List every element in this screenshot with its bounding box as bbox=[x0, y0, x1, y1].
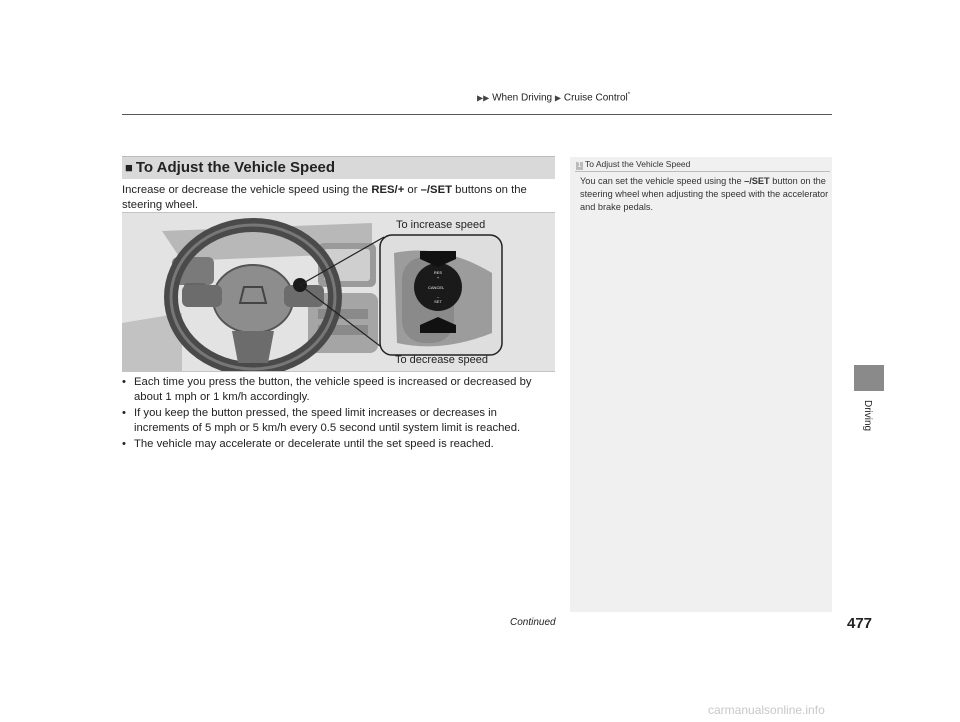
breadcrumb bbox=[477, 92, 630, 103]
set-button-symbol: – bbox=[436, 294, 440, 299]
note-panel bbox=[570, 157, 832, 612]
intro-text: Increase or decrease the vehicle speed using the bbox=[122, 184, 372, 196]
watermark: carmanualsonline.info bbox=[708, 703, 825, 717]
bullet-icon: • bbox=[122, 438, 126, 450]
breadcrumb-item-cruise-control[interactable]: Cruise Control bbox=[563, 92, 628, 104]
section-square-icon: ■ bbox=[125, 160, 133, 175]
breadcrumb-arrow-icon: ▶ bbox=[554, 93, 562, 103]
footnote-marker: * bbox=[627, 92, 631, 98]
steering-wheel-illustration bbox=[122, 213, 555, 371]
breadcrumb-item-when-driving[interactable]: When Driving bbox=[492, 92, 553, 104]
list-item bbox=[122, 375, 554, 405]
note-text-part: button on the steering wheel when adjusting the speed with the accelerator and brake pedals. bbox=[580, 176, 829, 212]
set-button-label: SET bbox=[434, 299, 442, 304]
res-button-name: RES/+ bbox=[371, 184, 405, 196]
header-divider bbox=[122, 114, 832, 115]
list-item-text: Each time you press the button, the vehicle speed is increased or decreased by about 1 mph or 1 km/h accordingly. bbox=[134, 376, 532, 403]
chapter-tab-label: Driving bbox=[862, 400, 873, 432]
list-item-text: If you keep the button pressed, the speed limit increases or decreases in increments of 5 mph or 5 km/h every 0.5 second until system limit is reached. bbox=[134, 407, 521, 434]
bullet-list bbox=[122, 375, 554, 453]
section-title-text: To Adjust the Vehicle Speed bbox=[135, 159, 336, 176]
continued-label: Continued bbox=[510, 617, 556, 628]
note-text-part: You can set the vehicle speed using the bbox=[580, 176, 745, 186]
section-title bbox=[125, 159, 335, 176]
res-plus-button[interactable] bbox=[432, 270, 444, 280]
increase-speed-label: To increase speed bbox=[396, 219, 486, 231]
list-item-text: The vehicle may accelerate or decelerate until the set speed is reached. bbox=[134, 438, 494, 450]
decrease-speed-label: To decrease speed bbox=[395, 354, 488, 366]
note-title bbox=[576, 159, 690, 170]
page-number: 477 bbox=[847, 615, 873, 632]
res-button-label: RES bbox=[433, 270, 443, 275]
breadcrumb-arrow-icon: ▶▶ bbox=[477, 93, 490, 103]
note-text bbox=[580, 175, 830, 214]
note-set-button-name: –/SET bbox=[744, 176, 770, 186]
note-title-text: To Adjust the Vehicle Speed bbox=[585, 159, 691, 169]
note-number-badge: 1 bbox=[577, 162, 582, 169]
list-item bbox=[122, 406, 554, 436]
intro-paragraph bbox=[122, 183, 552, 213]
intro-text: buttons on the steering wheel. bbox=[122, 184, 527, 211]
minus-set-button[interactable] bbox=[432, 294, 444, 304]
bullet-icon: • bbox=[122, 376, 126, 388]
list-item bbox=[122, 437, 554, 452]
bullet-icon: • bbox=[122, 407, 126, 419]
intro-text: or bbox=[404, 184, 421, 196]
steering-wheel-figure bbox=[122, 212, 555, 372]
res-button-symbol: + bbox=[436, 275, 440, 280]
note-divider bbox=[575, 171, 830, 172]
set-button-name: –/SET bbox=[420, 184, 453, 196]
chapter-tab[interactable] bbox=[854, 365, 884, 391]
cancel-button[interactable]: CANCEL bbox=[428, 285, 445, 290]
